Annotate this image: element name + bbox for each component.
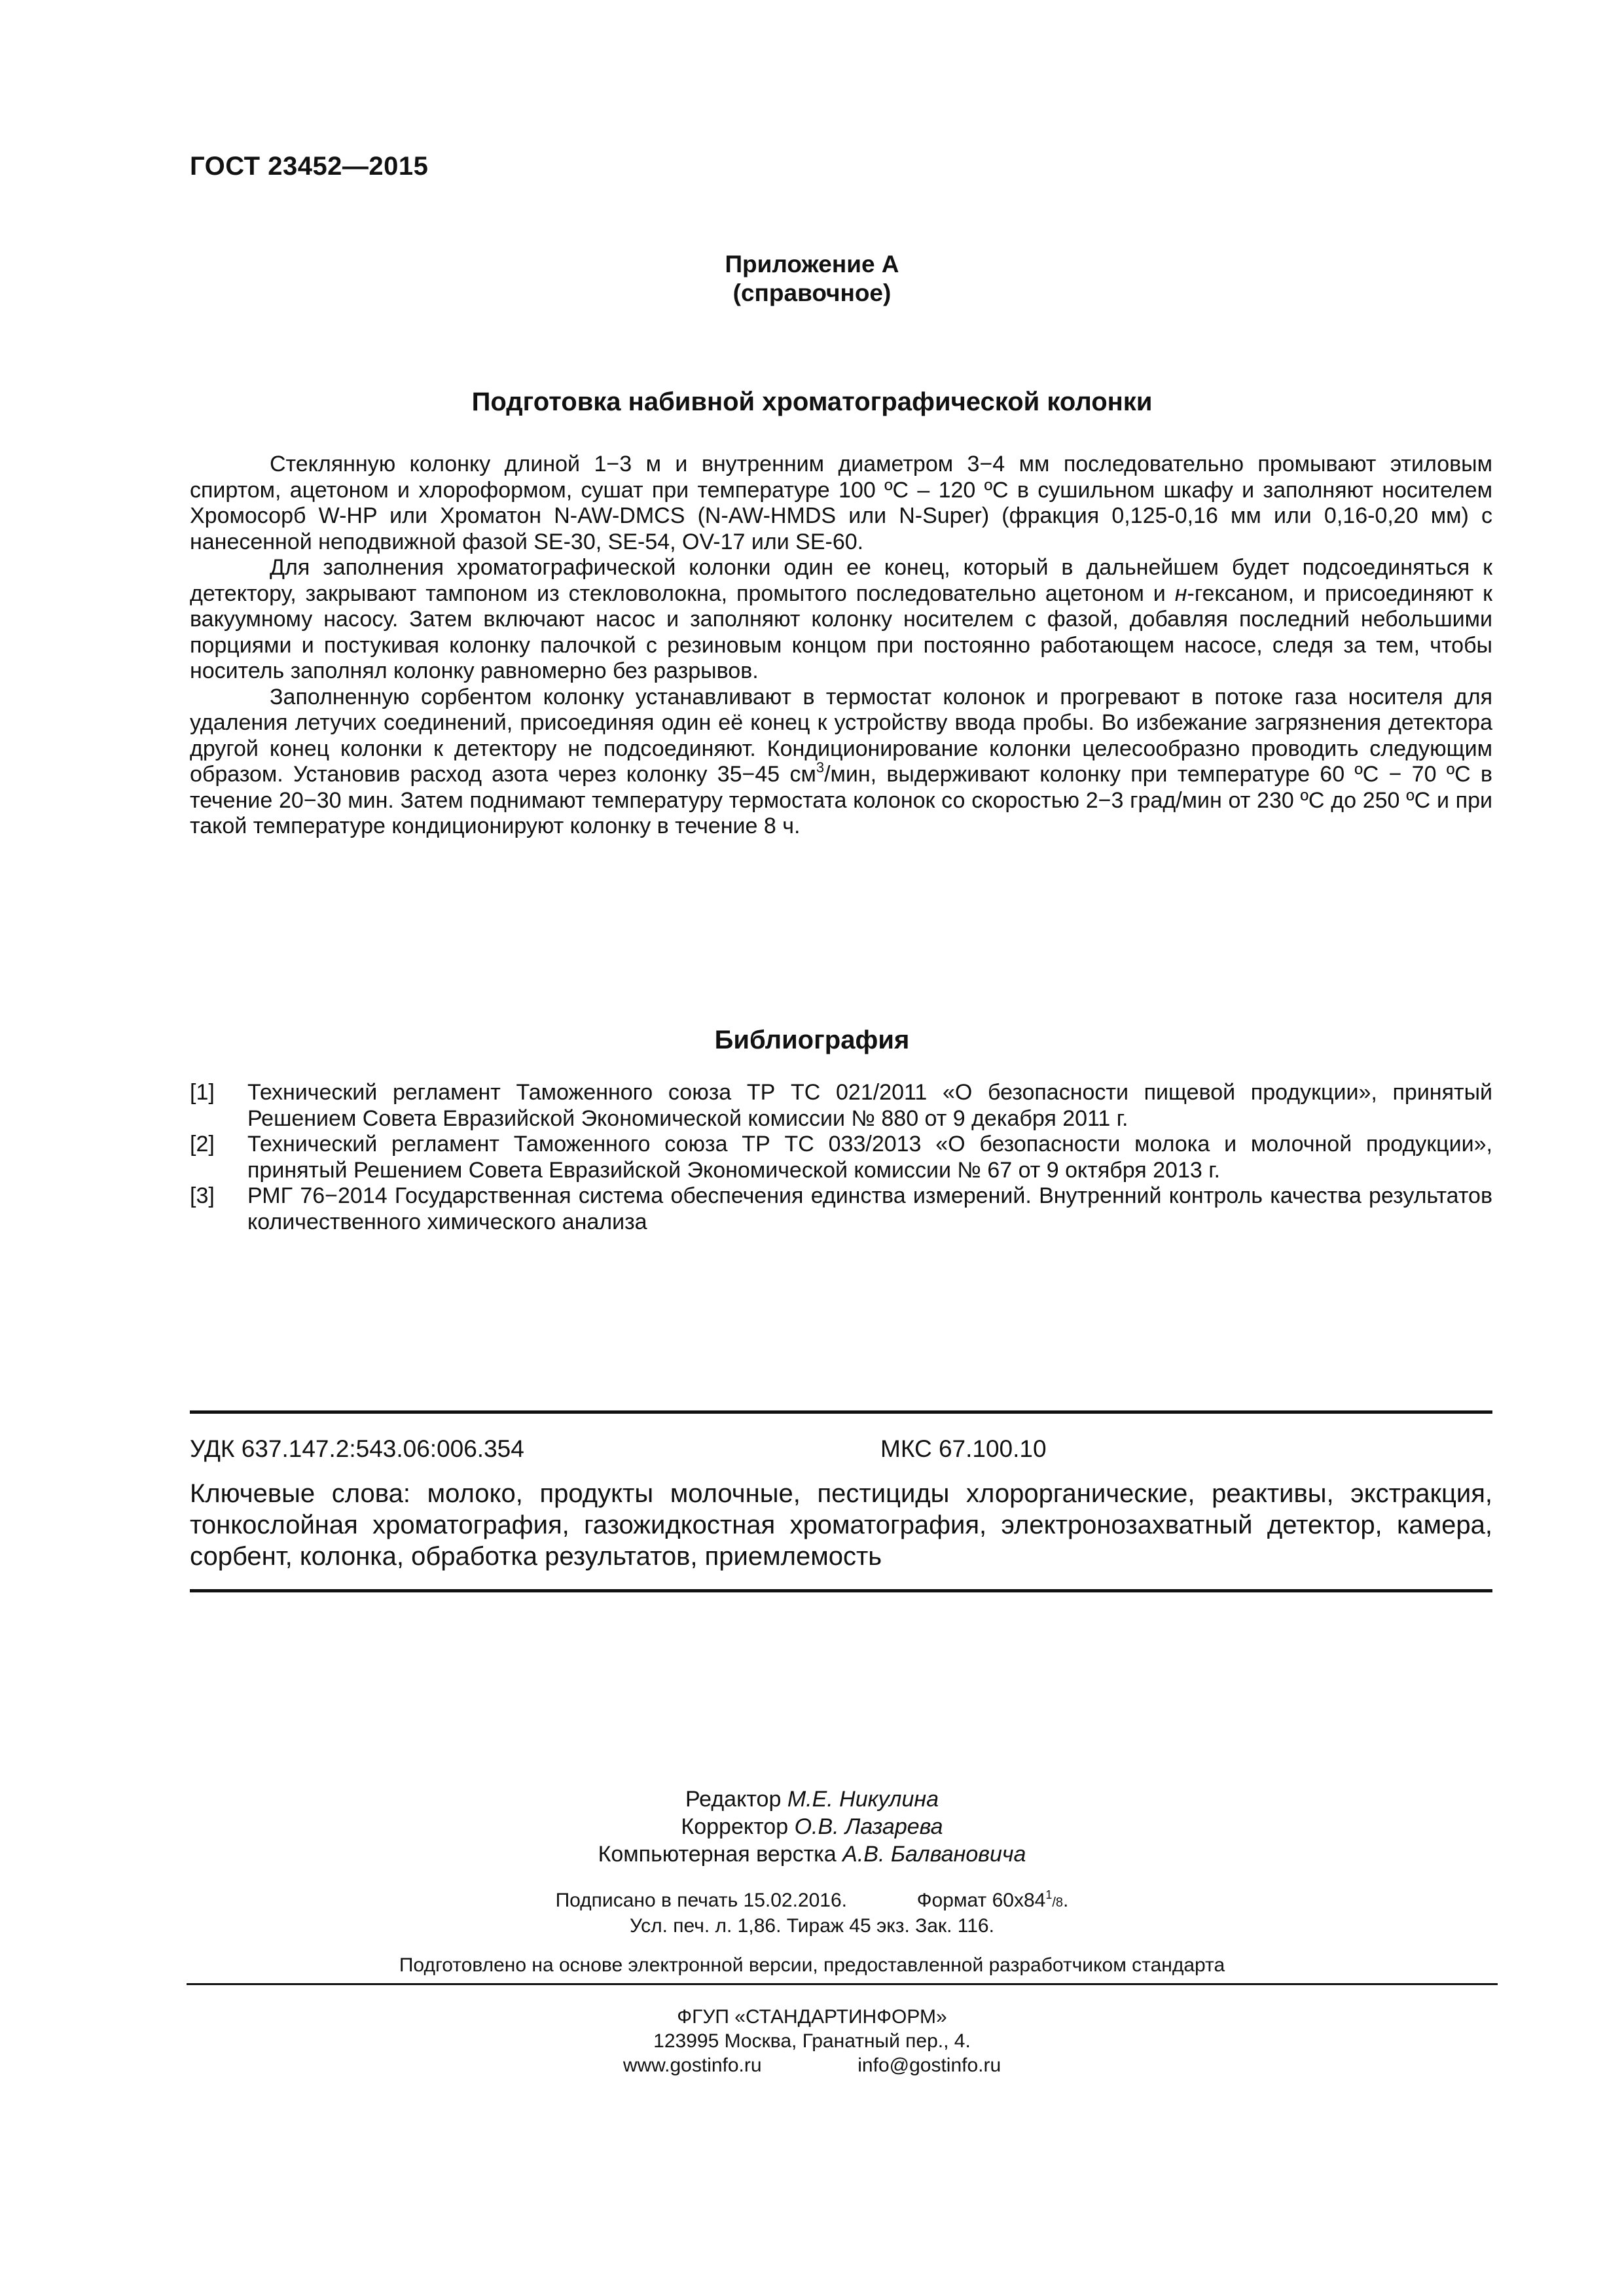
paragraph-3: Заполненную сорбентом колонку устанавливают в термостат колонок и прогревают в потоке газа носителя для удаления летучих соединений, присоединяя один её конец к устройству ввода пробы. Во избежание загрязнения детектора другой конец колонки к детектору не подсоединяют. Кондиционирование колонки целесообразно проводить следующим образом. Установив расход азота через колонку 35−45 $см^3$/мин, выдерживают колонку при температуре 60 ºС − 70 ºС в течение 20−30 мин. Затем поднимают температуру термостата колонок со скоростью 2−3 град/мин от 230 ºС до 250 ºС и при такой температуре кондиционируют колонку в течение 8 ч. [190, 684, 1492, 838]
corrector-line: Корректор О.В. Лазарева [681, 1814, 943, 1839]
publisher-divider [187, 1983, 1498, 1985]
publisher-site[interactable]: www.gostinfo.ru [623, 2054, 762, 2076]
section-title: Подготовка набивной хроматографической колонки [471, 387, 1153, 416]
keywords: Ключевые слова: молоко, продукты молочные, пестициды хлорорганические, реактивы, экстракция, тонкослойная хроматография, газожидкостная хроматография, электронозахватный детектор, камера, сорбент, колонка, обработка результатов, приемлемость [190, 1479, 1492, 1571]
layout-line: Компьютерная верстка А.В. Балвановича [598, 1842, 1026, 1867]
publisher-name: ФГУП «СТАНДАРТИНФОРМ» [677, 2006, 947, 2028]
paragraph-2: Для заполнения хроматографической колонки один ее конец, который в дальнейшем будет подсоединяться к детектору, закрывают тампоном из стекловолокна, промытого последовательно ацетоном и н-гексаном, и присоединяют к вакуумному насосу. Затем включают насос и заполняют колонку носителем с фазой, добавляя последний небольшими порциями и постукивая колонку палочкой с резиновым концом при постоянно работающем насосе, следя за тем, чтобы носитель заполнял колонку равномерно без разрывов. [190, 555, 1492, 683]
bibliography-item [190, 1080, 1492, 1132]
prepared-note: Подготовлено на основе электронной версии, предоставленной разработчиком стандарта [399, 1954, 1225, 1976]
paper-format: Формат $60х84^1/8$. [916, 1888, 1069, 1911]
publisher-contacts [0, 2053, 1624, 2077]
bibliography-title: Библиография [714, 1026, 910, 1054]
print-info [0, 1888, 1624, 1915]
credits [0, 1785, 1624, 1868]
publisher-block [0, 2005, 1624, 2077]
publisher-address: 123995 Москва, Гранатный пер., 4. [653, 2030, 971, 2052]
sheets-info: Усл. печ. л. 1,86. Тираж 45 экз. Зак. 116. [630, 1915, 994, 1937]
bibliography-number: [3] [190, 1183, 215, 1208]
bibliography-text: Технический регламент Таможенного союза ТР ТС 033/2013 «О безопасности молока и молочной продукции», принятый Решением Совета Евразийской Экономической комиссии № 67 от 9 октября 2013 г. [247, 1132, 1492, 1183]
paragraph-1: Стеклянную колонку длиной 1−3 м и внутренним диаметром 3−4 мм последовательно промывают этиловым спиртом, ацетоном и хлороформом, сушат при температуре 100 ºС – 120 ºС в сушильном шкафу и заполняют носителем Хромосорб W-HP или Хроматон N-AW-DMCS (N-AW-HMDS или N-Super) (фракция 0,125-0,16 мм или 0,16-0,20 мм) с нанесенной неподвижной фазой SE-30, SE-54, OV-17 или SE-60. [190, 452, 1492, 554]
bibliography-text: РМГ 76−2014 Государственная система обеспечения единства измерений. Внутренний контроль качества результатов количественного химического анализа [247, 1183, 1492, 1234]
bottom-divider [190, 1589, 1492, 1592]
bibliography-item [190, 1183, 1492, 1235]
standard-header: ГОСТ 23452—2015 [190, 152, 429, 181]
appendix-title: Приложение А [725, 251, 899, 278]
appendix-heading [0, 250, 1624, 308]
bibliography-number: [1] [190, 1080, 215, 1105]
appendix-subtitle: (справочное) [732, 279, 892, 306]
section-body [190, 452, 1492, 840]
editor-line: Редактор М.Е. Никулина [685, 1787, 939, 1812]
bibliography-item [190, 1132, 1492, 1183]
udk-code: УДК 637.147.2:543.06:006.354 [190, 1435, 524, 1462]
bibliography-text: Технический регламент Таможенного союза ТР ТС 021/2011 «О безопасности пищевой продукции», принятый Решением Совета Евразийской Экономической комиссии № 880 от 9 декабря 2011 г. [247, 1080, 1492, 1131]
mks-code: МКС 67.100.10 [880, 1435, 1047, 1462]
signed-date: Подписано в печать 15.02.2016. [555, 1890, 848, 1911]
bibliography-list [190, 1080, 1492, 1235]
bibliography-number: [2] [190, 1132, 215, 1157]
top-divider [190, 1410, 1492, 1414]
publisher-email[interactable]: info@gostinfo.ru [857, 2054, 1001, 2076]
